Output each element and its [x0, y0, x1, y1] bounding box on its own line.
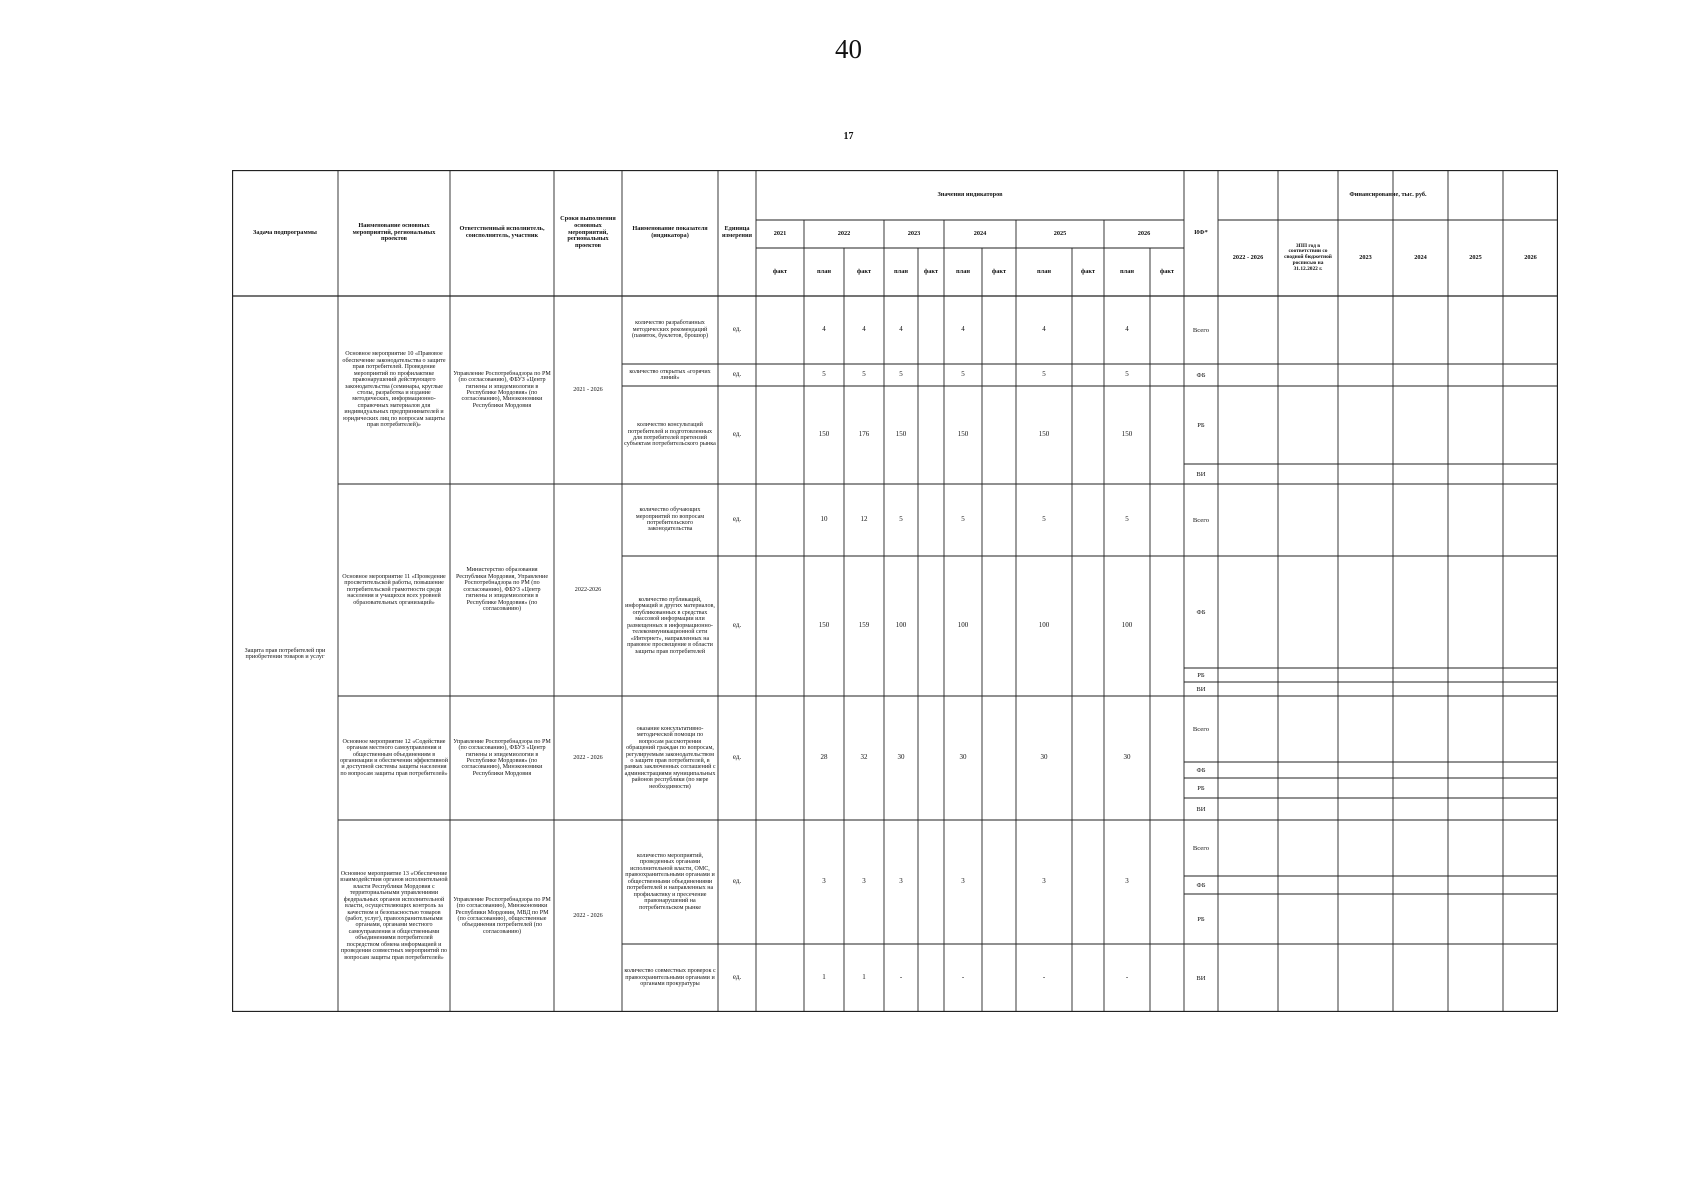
value-2022-fact: 176: [858, 430, 870, 439]
fin-col-2025: 2025: [1469, 253, 1482, 261]
fin-col-total: 2022 - 2026: [1232, 253, 1264, 261]
source-vi: ВИ: [1196, 470, 1206, 478]
value-2022-plan: 1: [822, 973, 826, 982]
value-2025-plan: 5: [1042, 370, 1046, 379]
source-fb: ФБ: [1196, 881, 1206, 889]
indicator-11-2: количество публикаций, информаций и других материалов, опубликованных в средствах массовой информации или размещенных в информационно-телекоммуникационной сети «Интернет», направленных на правовое просвещение в области защиты прав потребителей: [625, 596, 715, 655]
value-2022-plan: 150: [818, 430, 830, 439]
header-unit: Единица измерения: [721, 225, 753, 239]
indicator-11-1: количество обучающих мероприятий по вопросам потребительского законодательства: [635, 507, 705, 533]
value-2022-plan: 4: [822, 325, 826, 334]
indicator-10-2: количество открытых «горячих линий»: [629, 368, 711, 381]
value-2022-fact: 159: [858, 621, 870, 630]
value-2022-fact: 3: [862, 877, 866, 886]
value-2025-plan: 4: [1042, 325, 1046, 334]
value-2026-plan: 150: [1121, 430, 1133, 439]
indicator-10-1: количество разработанных методических рекомендаций (памяток, буклетов, брошюр): [632, 320, 708, 340]
fin-col-2023: 2023: [1359, 253, 1372, 261]
source-rb: РБ: [1197, 784, 1205, 792]
header-indicator: Наименование показателя (индикатора): [632, 225, 708, 239]
indicator-13-2: количество совместных проверок с правоохранительными органами и органами прокуратуры: [624, 968, 716, 988]
value-2023-plan: 4: [899, 325, 903, 334]
value-2026-plan: 5: [1125, 515, 1129, 524]
page-number: 40: [835, 34, 862, 64]
indicator-12-1: оказание консультативно-методической помощи по вопросам рассмотрения обращений граждан по вопросам, регулируемым законодательством о защите прав потребителей, в рамках заключенных соглашений с администрациями муниципальных районов республики (по мере необходимости): [624, 725, 716, 790]
activity-13-responsible: Управление Роспотребнадзора по РМ (по согласованию), Минэкономики Республики Мордовия, МВД по РМ (по согласованию), общественные объединения потребителей (по согласованию): [453, 896, 551, 935]
value-2024-plan: 30: [959, 753, 967, 762]
value-2024-plan: 3: [961, 877, 965, 886]
header-responsible: Ответственный исполнитель, соисполнитель, участник: [459, 225, 545, 239]
value-2023-plan: 5: [899, 370, 903, 379]
value-2026-plan: -: [1125, 973, 1129, 982]
value-2022-fact: 12: [860, 515, 868, 524]
value-2023-plan: 150: [895, 430, 907, 439]
col-2023-fact: факт: [923, 267, 939, 275]
source-total: Всего: [1192, 326, 1210, 334]
value-2023-plan: 5: [899, 515, 903, 524]
value-2023-plan: -: [899, 973, 903, 982]
year-2023: 2023: [907, 229, 921, 237]
value-2022-plan: 150: [818, 621, 830, 630]
value-unit: ед.: [732, 430, 742, 439]
value-2022-plan: 5: [822, 370, 826, 379]
header-task: Задача подпрограммы: [253, 228, 317, 236]
activity-10-name: Основное мероприятие 10 «Правовое обеспечение законодательства о защите прав потребителей. Проведение мероприятий по профилактике правонарушений действующего законодательства (семинары, круглые столы, разработка и издание методических, информационно-справочных материалов для индивидуальных предпринимателей и юридических лиц по вопросам защиты прав потребителей)»: [342, 351, 446, 429]
activity-11-responsible: Министерство образования Республики Мордовия, Управление Роспотребнадзора по РМ (по согласованию), ФБУЗ «Центр гигиены и эпидемиологии в Республике Мордовия» (по согласованию): [455, 567, 549, 613]
value-2026-plan: 5: [1125, 370, 1129, 379]
source-vi: ВИ: [1196, 685, 1206, 693]
year-2021: 2021: [773, 229, 787, 237]
indicator-13-1: количество мероприятий, проведенных органами исполнительной власти, ОМС, правоохранительными органами и общественными объединениями потребителей и направленных на профилактику и пресечение правонарушений на потребительском рынке: [625, 852, 715, 911]
value-2025-plan: -: [1042, 973, 1046, 982]
value-2025-plan: 3: [1042, 877, 1046, 886]
value-2022-plan: 10: [820, 515, 828, 524]
value-2024-plan: 5: [961, 515, 965, 524]
value-2025-plan: 100: [1038, 621, 1050, 630]
value-unit: ед.: [732, 753, 742, 762]
value-unit: ед.: [732, 515, 742, 524]
col-2025-plan: план: [1037, 267, 1051, 275]
source-vi: ВИ: [1196, 805, 1206, 813]
program-table: [232, 170, 1558, 1012]
col-2026-fact: факт: [1159, 267, 1175, 275]
activity-11-name: Основное мероприятие 11 «Проведение просветительской работы, повышение потребительской грамотности среди населения и учащихся всех уровней образовательных организаций»: [342, 573, 446, 606]
col-2021-fact: факт: [772, 267, 788, 275]
fin-col-2026: 2026: [1524, 253, 1537, 261]
year-2026: 2026: [1137, 229, 1151, 237]
header-source: ИФ*: [1194, 228, 1208, 236]
task-cell: Защита прав потребителей при приобретении товаров и услуг: [244, 647, 326, 660]
value-2023-plan: 3: [899, 877, 903, 886]
header-activity: Наименование основных мероприятий, региональных проектов: [352, 221, 436, 243]
value-2026-plan: 30: [1123, 753, 1131, 762]
col-2022-fact: факт: [856, 267, 872, 275]
year-2024: 2024: [973, 229, 987, 237]
value-2024-plan: 100: [957, 621, 969, 630]
col-2025-fact: факт: [1080, 267, 1096, 275]
indicator-10-3: количество консультаций потребителей и подготовленных для потребителей претензий субъектам потребительского рынка: [624, 422, 716, 448]
value-2025-plan: 5: [1042, 515, 1046, 524]
activity-12-responsible: Управление Роспотребнадзора по РМ (по согласованию), ФБУЗ «Центр гигиены и эпидемиологии в Республике Мордовия» (по согласованию), Минэкономики Республики Мордовия: [453, 738, 551, 777]
value-unit: ед.: [732, 370, 742, 379]
value-unit: ед.: [732, 621, 742, 630]
activity-10-responsible: Управление Роспотребнадзора по РМ (по согласованию), ФБУЗ «Центр гигиены и эпидемиологии в Республике Мордовия» (по согласованию), Минэкономики Республики Мордовия: [453, 370, 551, 409]
value-2023-plan: 30: [897, 753, 905, 762]
source-total: Всего: [1192, 725, 1210, 733]
value-2022-fact: 32: [860, 753, 868, 762]
value-2026-plan: 3: [1125, 877, 1129, 886]
activity-12-name: Основное мероприятие 12 «Содействие органам местного самоуправления и общественным объединениям в организации и обеспечении эффективной и доступной системы защиты населения по вопросам защиты прав потребителей»: [340, 738, 448, 777]
value-2025-plan: 150: [1038, 430, 1050, 439]
source-total: Всего: [1192, 844, 1210, 852]
col-2026-plan: план: [1120, 267, 1134, 275]
value-unit: ед.: [732, 325, 742, 334]
activity-10-terms: 2021 - 2026: [573, 386, 603, 393]
col-2023-plan: план: [894, 267, 908, 275]
value-2025-plan: 30: [1040, 753, 1048, 762]
activity-12-terms: 2022 - 2026: [573, 754, 603, 761]
col-2024-plan: план: [956, 267, 970, 275]
header-financing: Финансирование, тыс. руб.: [1349, 190, 1427, 198]
source-fb: ФБ: [1196, 608, 1206, 616]
source-fb: ФБ: [1196, 766, 1206, 774]
value-2024-plan: 5: [961, 370, 965, 379]
col-2024-fact: факт: [991, 267, 1007, 275]
header-indicator-values: Значения индикаторов: [937, 190, 1003, 198]
value-unit: ед.: [732, 877, 742, 886]
source-rb: РБ: [1197, 671, 1205, 679]
activity-13-name: Основное мероприятие 13 «Обеспечение взаимодействия органов исполнительной власти Республики Мордовия с территориальными управлениями федеральных органов исполнительной власти, осуществляющих контроль за качеством и безопасностью товаров (работ, услуг), правоохранительными органами, органами местного самоуправления и общественными объединениями потребителей посредством обмена информацией и проведения совместных мероприятий по вопросам защиты прав потребителей»: [340, 870, 448, 961]
value-unit: ед.: [732, 973, 742, 982]
value-2022-plan: 3: [822, 877, 826, 886]
source-fb: ФБ: [1196, 371, 1206, 379]
value-2026-plan: 100: [1121, 621, 1133, 630]
value-2022-fact: 4: [862, 325, 866, 334]
value-2023-plan: 100: [895, 621, 907, 630]
value-2024-plan: 4: [961, 325, 965, 334]
col-2022-plan: план: [817, 267, 831, 275]
fin-col-2022: ЗПП год в соответствии со сводной бюджетной росписью на 31.12.2022 г.: [1284, 242, 1332, 272]
source-rb: РБ: [1197, 915, 1205, 923]
value-2022-fact: 1: [862, 973, 866, 982]
activity-13-terms: 2022 - 2026: [573, 912, 603, 919]
value-2024-plan: -: [961, 973, 965, 982]
header-terms: Сроки выполнения основных мероприятий, региональных проектов: [560, 215, 616, 249]
value-2026-plan: 4: [1125, 325, 1129, 334]
value-2022-fact: 5: [862, 370, 866, 379]
inner-page-number: 17: [843, 131, 854, 142]
value-2024-plan: 150: [957, 430, 969, 439]
source-rb: РБ: [1197, 421, 1205, 429]
source-total: Всего: [1192, 516, 1210, 524]
year-2022: 2022: [837, 229, 851, 237]
fin-col-2024: 2024: [1414, 253, 1427, 261]
source-vi: ВИ: [1196, 974, 1206, 982]
year-2025: 2025: [1053, 229, 1067, 237]
value-2022-plan: 28: [820, 753, 828, 762]
activity-11-terms: 2022-2026: [574, 586, 602, 593]
